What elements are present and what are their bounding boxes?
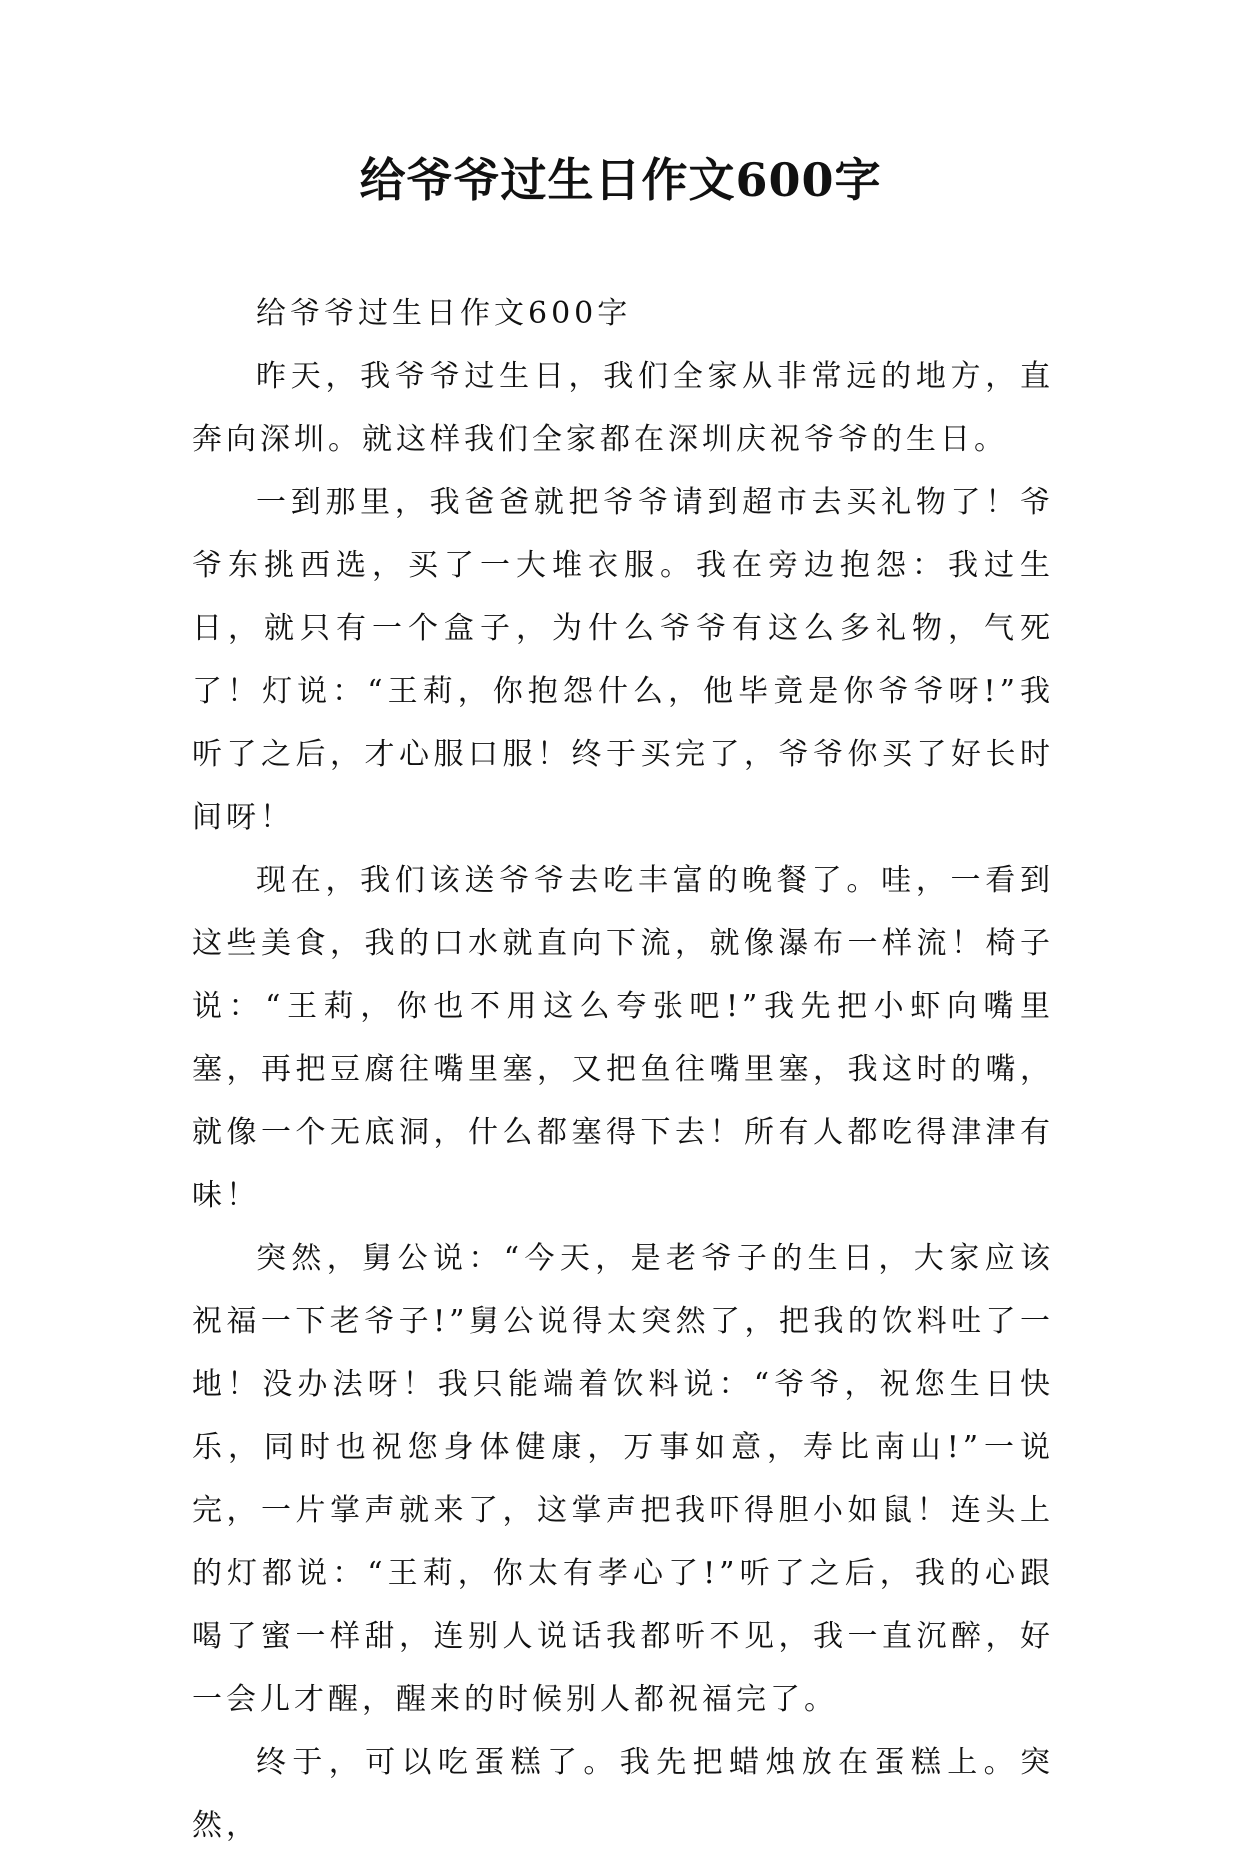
document-body	[192, 282, 1054, 1857]
paragraph-1: 昨天，我爷爷过生日，我们全家从非常远的地方，直奔向深圳。就这样我们全家都在深圳庆祝爷爷的生日。	[192, 359, 1054, 457]
document-title: 给爷爷过生日作文600字	[359, 153, 882, 207]
paragraph-3: 现在，我们该送爷爷去吃丰富的晚餐了。哇，一看到这些美食，我的口水就直向下流，就像瀑布一样流！椅子说：“王莉，你也不用这么夸张吧!”我先把小虾向嘴里塞，再把豆腐往嘴里塞，又把鱼往嘴里塞，我这时的嘴，就像一个无底洞，什么都塞得下去！所有人都吃得津津有味！	[192, 863, 1054, 1213]
paragraph-2: 一到那里，我爸爸就把爷爷请到超市去买礼物了！爷爷东挑西选，买了一大堆衣服。我在旁边抱怨：我过生日，就只有一个盒子，为什么爷爷有这么多礼物，气死了！灯说：“王莉，你抱怨什么，他毕竟是你爷爷呀!”我听了之后，才心服口服！终于买完了，爷爷你买了好长时间呀！	[192, 485, 1054, 835]
paragraph-4: 突然，舅公说：“今天，是老爷子的生日，大家应该祝福一下老爷子!”舅公说得太突然了，把我的饮料吐了一地！没办法呀！我只能端着饮料说：“爷爷，祝您生日快乐，同时也祝您身体健康，万事如意，寿比南山!”一说完，一片掌声就来了，这掌声把我吓得胆小如鼠！连头上的灯都说：“王莉，你太有孝心了!”听了之后，我的心跟喝了蜜一样甜，连别人说话我都听不见，我一直沉醉，好一会儿才醒，醒来的时候别人都祝福完了。	[192, 1241, 1054, 1717]
paragraph-5: 终于，可以吃蛋糕了。我先把蜡烛放在蛋糕上。突然，	[192, 1745, 1054, 1843]
paragraph-subtitle: 给爷爷过生日作文600字	[256, 296, 632, 331]
